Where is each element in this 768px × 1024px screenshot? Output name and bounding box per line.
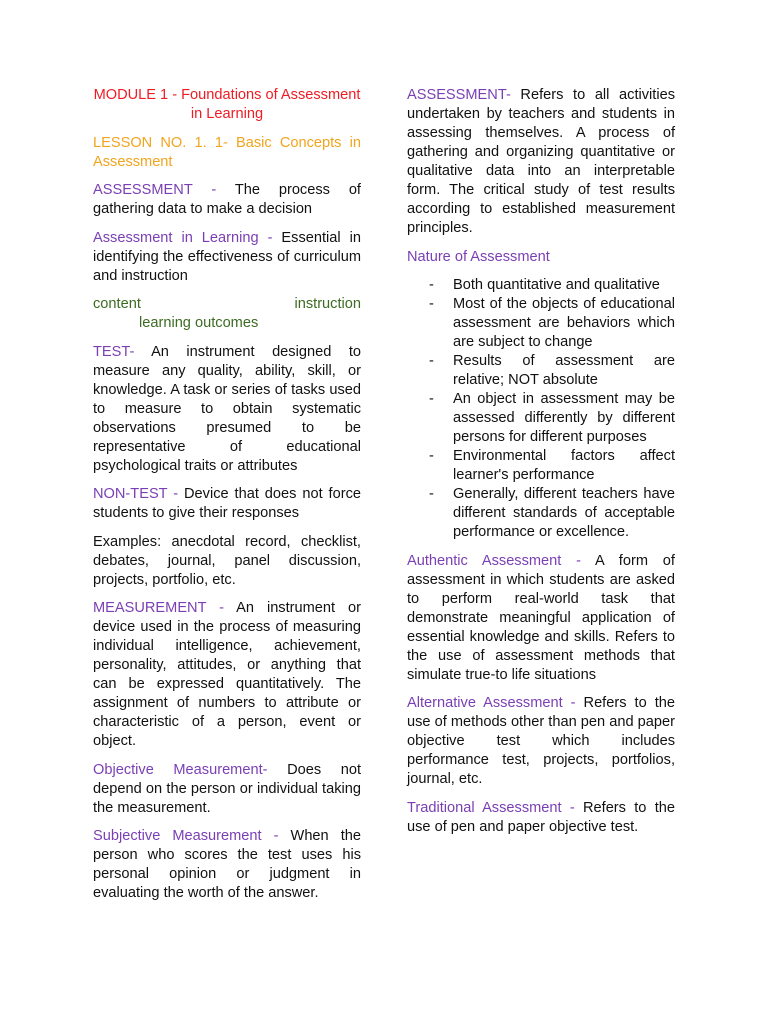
alternative-assessment-definition: [407, 694, 675, 789]
assessment-full-definition: [407, 86, 675, 238]
list-item: - Generally, different teachers have different standards of acceptable performance or excellence.: [407, 485, 675, 542]
traditional-assessment-text: Refers to the use of pen and paper objective test.: [407, 799, 675, 835]
test-text: An instrument designed to measure any quality, ability, skill, or knowledge. A task or series of tasks used to measure to obtain systematic observations presumed to be representative of educational psychological traits or attributes: [93, 343, 361, 474]
assessment-term: ASSESSMENT -: [93, 182, 217, 198]
list-item: - Most of the objects of educational assessment are behaviors which are subject to change: [407, 295, 675, 352]
nature-heading: Nature of Assessment: [407, 248, 550, 265]
assessment-full-term: ASSESSMENT-: [407, 87, 511, 103]
nature-list: [407, 276, 675, 542]
alternative-assessment-term: Alternative Assessment -: [407, 695, 576, 711]
test-definition: [93, 343, 361, 476]
left-column: [93, 86, 361, 913]
authentic-assessment-text: A form of assessment in which students are asked to perform real-world task that demonstrate meaningful application of essential knowledge and skills. Refers to the use of assessment methods that simulate true-to life situations: [407, 552, 675, 683]
assessment-in-learning-term: Assessment in Learning -: [93, 229, 273, 246]
authentic-assessment-definition: [407, 552, 675, 685]
non-test-text: Device that does not force students to give their responses: [93, 486, 361, 521]
list-item: - Both quantitative and qualitative: [407, 276, 675, 295]
subjective-measurement-text: When the person who scores the test uses his personal opinion or judgment in evaluating the worth of the answer.: [93, 828, 361, 901]
subjective-measurement-definition: [93, 827, 361, 903]
measurement-term: MEASUREMENT -: [93, 600, 225, 616]
assessment-in-learning-text: Essential in identifying the effectiveness of curriculum and instruction: [93, 229, 361, 284]
flow-row: [93, 295, 361, 314]
objective-measurement-term: Objective Measurement-: [93, 761, 268, 778]
traditional-assessment-term: Traditional Assessment -: [407, 799, 575, 816]
subjective-measurement-term: Subjective Measurement -: [93, 828, 279, 844]
assessment-full-text: Refers to all activities undertaken by teachers and students in assessing themselves. A process of gathering and organizing quantitative or qualitative data into an interpretable form. The critical study of test results according to established measurement principles.: [407, 87, 675, 236]
objective-measurement-definition: [93, 761, 361, 818]
module-title: MODULE 1 - Foundations of Assessment in Learning: [93, 87, 361, 122]
list-item: - Environmental factors affect learner's performance: [407, 447, 675, 485]
objective-measurement-text: Does not depend on the person or individual taking the measurement.: [93, 761, 361, 816]
alternative-assessment-text: Refers to the use of methods other than pen and paper objective test which includes performance test, projects, portfolios, journal, etc.: [407, 695, 675, 787]
right-column: [407, 86, 675, 846]
list-item: - An object in assessment may be assessed differently by different persons for different purposes: [407, 390, 675, 447]
list-item: - Results of assessment are relative; NOT absolute: [407, 352, 675, 390]
lesson-title: LESSON NO. 1. 1- Basic Concepts in Assessment: [93, 134, 361, 170]
flow-instruction: instruction: [294, 296, 361, 312]
authentic-assessment-term: Authentic Assessment -: [407, 552, 582, 569]
assessment-in-learning-definition: [93, 229, 361, 286]
examples: Examples: anecdotal record, checklist, debates, journal, panel discussion, projects, portfolio, etc.: [93, 533, 361, 588]
traditional-assessment-definition: [407, 799, 675, 837]
non-test-definition: [93, 485, 361, 523]
flow-outcomes: learning outcomes: [139, 315, 259, 331]
measurement-text: An instrument or device used in the process of measuring individual intelligence, achievement, personality, attitudes, or anything that can be expressed quantitatively. The assignment of numbers to attribute or characteristic of a person, event or object.: [93, 600, 361, 749]
flow-content: content: [93, 296, 141, 312]
assessment-definition: [93, 181, 361, 219]
non-test-term: NON-TEST -: [93, 486, 179, 502]
test-term: TEST-: [93, 343, 135, 360]
measurement-definition: [93, 599, 361, 751]
assessment-text: The process of gathering data to make a decision: [93, 182, 361, 217]
